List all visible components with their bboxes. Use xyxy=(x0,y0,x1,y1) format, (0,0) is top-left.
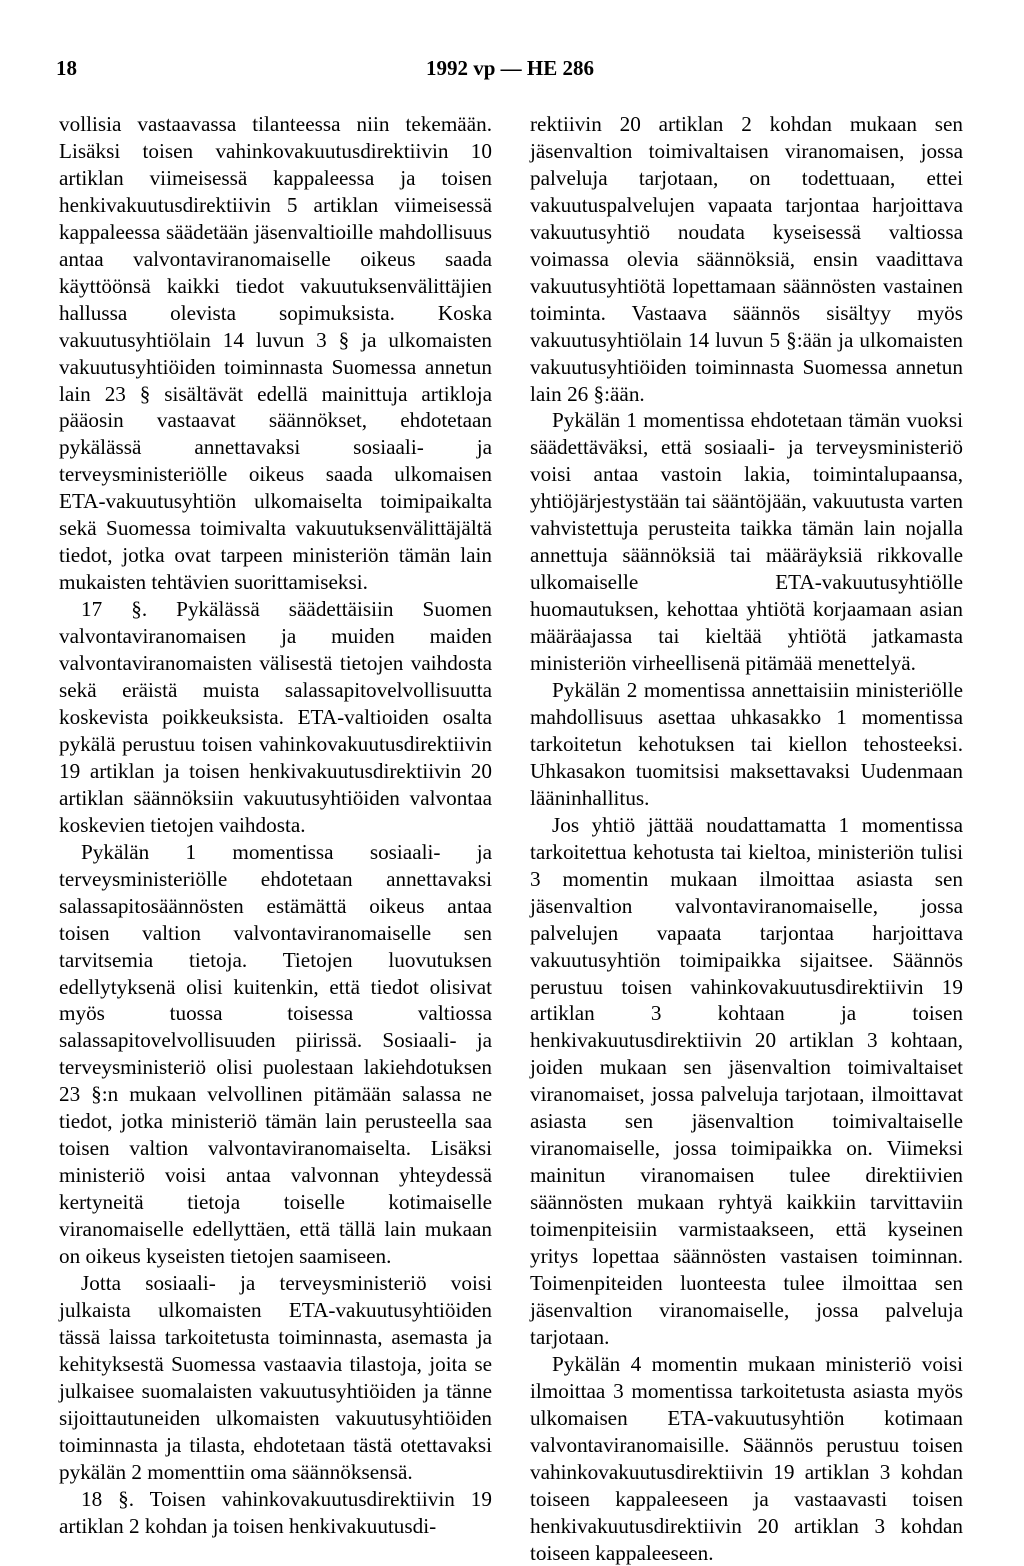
left-column xyxy=(59,111,492,1540)
paragraph: Jos yhtiö jättää noudattamatta 1 momentissa tarkoitettua kehotusta tai kieltoa, ministeriön tulisi 3 momentin mukaan ilmoittaa asiasta sen jäsenvaltion valvontaviranomaiselle, jossa palvelujen vapaata tarjontaa harjoittava vakuutusyhtiön toimipaikka sijaitsee. Säännös perustuu toisen vahinkovakuutusdirektiivin 19 artiklan 3 kohtaan ja toisen henkivakuutusdirektiivin 20 artiklan 3 kohtaan, joiden mukaan sen jäsenvaltion toimivaltaiset viranomaiset, jossa palveluja tarjotaan, ilmoittavat asiasta sen jäsenvaltion toimivaltaiselle viranomaiselle, jossa toimipaikka on. Viimeksi mainitun viranomaisen tulee direktiivien säännösten mukaan ryhtyä kaikkiin tarvittaviin toimenpiteisiin varmistaakseen, että kyseinen yritys lopettaa säännösten vastaisen toiminnan. Toimenpiteiden luonteesta tulee ilmoittaa sen jäsenvaltion viranomaiselle, jossa palveluja tarjotaan. xyxy=(530,812,963,1349)
paragraph: Pykälän 2 momentissa annettaisiin ministeriölle mahdollisuus asettaa uhkasakko 1 momentissa tarkoitetun kehotuksen tai kiellon tehosteeksi. Uhkasakon tuomitsisi maksettavaksi Uudenmaan lääninhallitus. xyxy=(530,678,963,810)
paragraph: 18 §. Toisen vahinkovakuutusdirektiivin 19 artiklan 2 kohdan ja toisen henkivakuutusdi- xyxy=(59,1486,492,1538)
paragraph: Pykälän 4 momentin mukaan ministeriö voisi ilmoittaa 3 momentissa tarkoitetusta asiasta myös ulkomaisen ETA-vakuutusyhtiön kotimaan valvontaviranomaisille. Säännös perustuu toisen vahinkovakuutusdirektiivin 19 artiklan 3 kohdan toiseen kappaleeseen ja vastaavasti toisen henkivakuutusdirektiivin 20 artiklan 3 kohdan toiseen kappaleeseen. xyxy=(530,1351,963,1565)
paragraph: rektiivin 20 artiklan 2 kohdan mukaan sen jäsenvaltion toimivaltaisen viranomaisen, jossa palveluja tarjotaan, on todettuaan, ettei vakuutuspalvelujen vapaata tarjontaa harjoittava vakuutusyhtiö noudata kyseisessä valtiossa voimassa olevia säännöksiä, ensin vaadittava vakuutusyhtiötä lopettamaan säännösten vastainen toiminta. Vastaava säännös sisältyy myös vakuutusyhtiölain 14 luvun 5 §:ään ja ulkomaisten vakuutusyhtiöiden toiminnasta Suomessa annetun lain 26 §:ään. xyxy=(530,112,963,406)
paragraph: 17 §. Pykälässä säädettäisiin Suomen valvontaviranomaisen ja muiden maiden valvontaviranomaisten välisestä tietojen vaihdosta sekä eräistä muista salassapitovelvollisuutta koskevista poikkeuksista. ETA-valtioiden osalta pykälä perustuu toisen vahinkovakuutusdirektiivin 19 artiklan ja toisen henkivakuutusdirektiivin 20 artiklan säännöksiin vakuutusyhtiöiden valvontaa koskevien tietojen vaihdosta. xyxy=(59,597,492,837)
paragraph: Jotta sosiaali- ja terveysministeriö voisi julkaista ulkomaisten ETA-vakuutusyhtiöiden tässä laissa tarkoitetusta toiminnasta, asemasta ja kehityksestä Suomessa vastaavia tilastoja, joita se julkaisee suomalaisten vakuutusyhtiöiden ja tänne sijoittautuneiden ulkomaisten vakuutusyhtiöiden toiminnasta ja tilasta, ehdotetaan tästä otettavaksi pykälän 2 momenttiin oma säännöksensä. xyxy=(59,1270,492,1484)
right-column xyxy=(530,111,963,1566)
page-number: 18 xyxy=(56,56,77,80)
page-header xyxy=(56,56,964,86)
running-title: 1992 vp — HE 286 xyxy=(425,56,595,80)
paragraph: Pykälän 1 momentissa sosiaali- ja terveysministeriölle ehdotetaan annettavaksi salassapitosäännösten estämättä oikeus antaa toisen valtion valvontaviranomaiselle sen tarvitsemia tietoja. Tietojen luovutuksen edellytyksenä olisi kuitenkin, että tiedot olisivat myös tuossa toisessa valtiossa salassapitovelvollisuuden piirissä. Sosiaali- ja terveysministeriö olisi puolestaan lakiehdotuksen 23 §:n mukaan velvollinen pitämään salassa ne tiedot, jotka ministeriö tämän lain perusteella saa toisen valtion valvontaviranomaiselta. Lisäksi ministeriö voisi antaa valvonnan yhteydessä kertyneitä tietoja toiselle kotimaiselle viranomaiselle edellyttäen, että tällä lain mukaan on oikeus kyseisten tietojen saamiseen. xyxy=(59,839,492,1269)
paragraph: vollisia vastaavassa tilanteessa niin tekemään. Lisäksi toisen vahinkovakuutusdirektiivin 10 artiklan viimeisessä kappaleessa ja toisen henkivakuutusdirektiivin 5 artiklan viimeisessä kappaleessa säädetään jäsenvaltioille mahdollisuus antaa valvontaviranomaiselle oikeus saada käyttöönsä kaikki tiedot vakuutuksenvälittäjien hallussa olevista sopimuksista. Koska vakuutusyhtiölain 14 luvun 3 § ja ulkomaisten vakuutusyhtiöiden toiminnasta Suomessa annetun lain 23 § sisältävät edellä mainittuja artikloja pääosin vastaavat säännökset, ehdotetaan pykälässä annettavaksi sosiaali- ja terveysministeriölle oikeus saada ulkomaisen ETA-vakuutusyhtiön ulkomaiselta toimipaikalta sekä Suomessa toimivalta vakuutuksenvälittäjältä tiedot, jotka ovat tarpeen ministeriön tämän lain mukaisten tehtävien suorittamiseksi. xyxy=(59,112,492,595)
paragraph: Pykälän 1 momentissa ehdotetaan tämän vuoksi säädettäväksi, että sosiaali- ja terveysministeriö voisi antaa vastoin lakia, toimintalupaansa, yhtiöjärjestystään tai sääntöjään, vakuutusta varten vahvistettuja perusteita taikka tämän lain nojalla annettuja säännöksiä tai määräyksiä rikkovalle ulkomaiselle ETA-vakuutusyhtiölle huomautuksen, kehottaa yhtiötä korjaamaan asian määräajassa tai kieltää yhtiötä jatkamasta ministeriön virheellisenä pitämää menettelyä. xyxy=(530,408,963,676)
